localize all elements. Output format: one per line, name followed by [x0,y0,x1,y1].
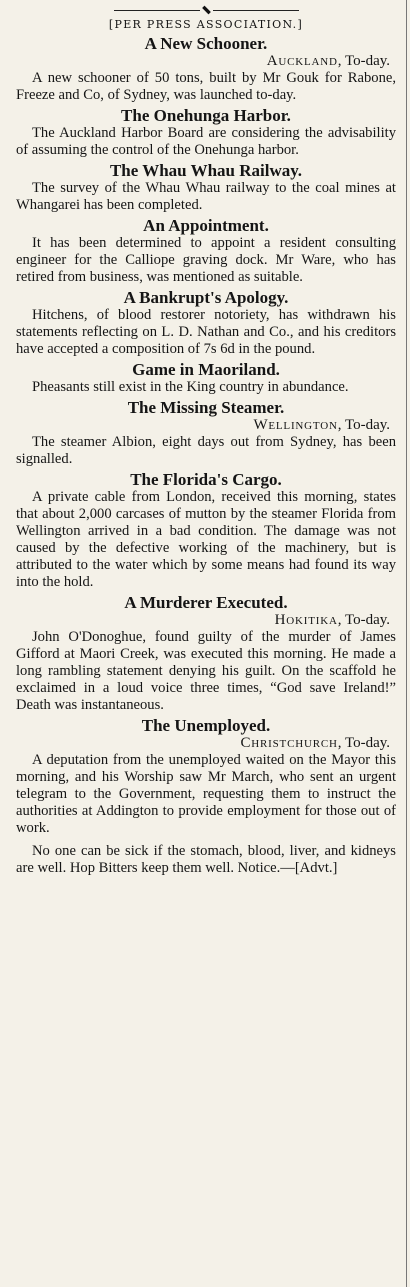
dateline-place: Hokitika [274,612,338,628]
article-bankrupts-apology [16,288,396,358]
ornament-line-left [114,10,200,11]
headline: An Appointment. [143,216,269,235]
headline: The Florida's Cargo. [130,470,282,489]
dateline: Wellington, To-day. [253,417,390,433]
ornament-line-right [213,10,299,11]
article-body: Hitchens, of blood restorer notoriety, has withdrawn his statements reflecting on L. D. Nathan and Co., and his creditors have accepted a composition of 7s 6d in the pound. [16,307,396,357]
headline: The Unemployed. [141,716,271,735]
article-body: It has been determined to appoint a resident consulting engineer for the Calliope graving dock. Mr Ware, who has retired from business, was mentioned as suitable. [16,235,396,285]
article-body: The survey of the Whau Whau railway to the coal mines at Whangarei has been completed. [16,180,396,213]
article-murderer-executed [16,593,396,714]
headline: A Bankrupt's Apology. [123,288,289,307]
headline: The Missing Steamer. [127,398,285,417]
dateline-date: To-day. [344,735,390,751]
article-body: Pheasants still exist in the King country in abundance. [32,379,349,395]
article-floridas-cargo [16,470,396,591]
dateline-place: Christchurch [240,735,338,751]
headline: A New Schooner. [144,34,268,53]
dateline-place: Wellington [253,417,338,433]
dateline: Hokitika, To-day. [274,612,390,628]
article-new-schooner [16,34,396,104]
article-body: John O'Donoghue, found guilty of the murder of James Gifford at Maori Creek, was executed this morning. He made a long rambling statement denying his guilt. On the scaffold he exclaimed in a loud voice three times, “God save Ireland!” Death was instantaneous. [16,629,396,713]
dateline-date: To-day. [344,612,390,628]
article-body: The Auckland Harbor Board are considering the advisability of assuming the control of the Onehunga harbor. [16,125,396,158]
headline: A Murderer Executed. [124,593,288,612]
headline: The Onehunga Harbor. [121,106,291,125]
dateline-date: To-day. [344,53,390,69]
dateline-place: Auckland [266,53,338,69]
dateline: Auckland, To-day. [266,53,390,69]
dateline: Christchurch, To-day. [240,735,390,751]
article-whau-whau-railway [16,161,396,214]
article-body: A deputation from the unemployed waited on the Mayor this morning, and his Worship saw Mr March, who sent an urgent telegram to the Government, requesting them to instruct the authorities at Addington to provide employment for those out of work. [16,752,396,836]
headline: The Whau Whau Railway. [109,161,303,180]
ornament-rule [16,4,396,16]
hop-bitters-advertisement: No one can be sick if the stomach, blood, liver, and kidneys are well. Hop Bitters keep them well. Notice.—[Advt.] [16,843,396,876]
dateline-date: To-day. [344,417,390,433]
article-appointment [16,216,396,286]
ornament-diamond-icon [202,6,211,15]
article-onehunga-harbor [16,106,396,159]
article-game-in-maoriland [16,360,396,396]
headline: Game in Maoriland. [132,360,280,379]
article-missing-steamer [16,398,396,468]
column-rule [406,0,407,1287]
article-body: The steamer Albion, eight days out from Sydney, has been signalled. [16,434,396,467]
article-body: A private cable from London, received this morning, states that about 2,000 carcases of mutton by the steamer Florida from Wellington arrived in a bad condition. The damage was not caused by the defective working of the machinery, but is attributed to the water which by some means had found its way into the hold. [16,489,396,590]
article-body: A new schooner of 50 tons, built by Mr Gouk for Rabone, Freeze and Co, of Sydney, was launched to-day. [16,70,396,103]
press-association-header: [PER PRESS ASSOCIATION.] [108,18,304,31]
article-unemployed [16,716,396,837]
